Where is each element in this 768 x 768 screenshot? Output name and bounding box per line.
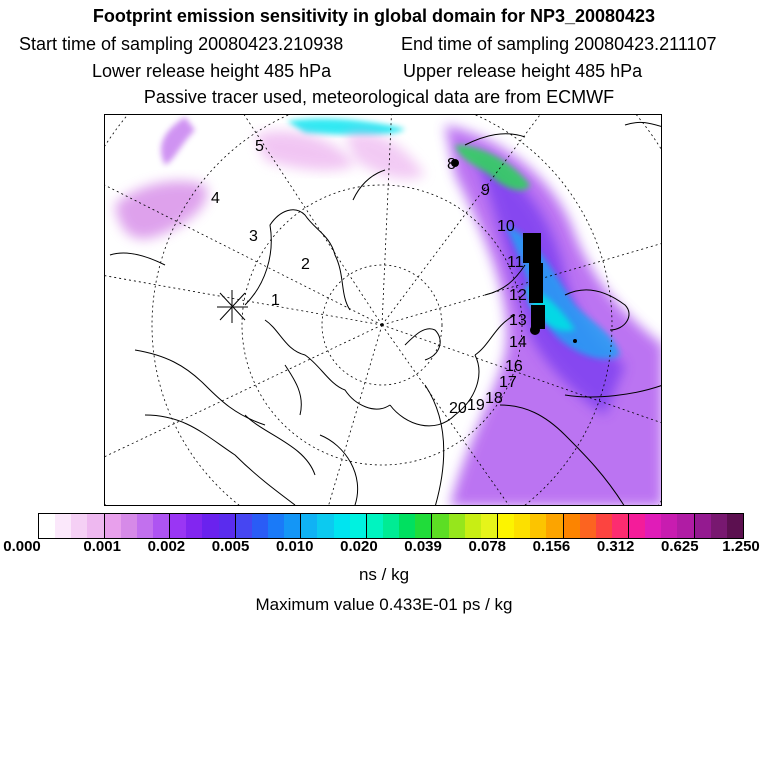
colorbar-tick-label: 0.000 xyxy=(3,538,41,555)
colorbar-segment xyxy=(317,514,333,538)
track-label: 4 xyxy=(211,190,220,207)
colorbar-segment xyxy=(564,514,580,538)
colorbar-segment xyxy=(350,514,367,538)
colorbar-tick-label: 0.625 xyxy=(661,538,699,555)
colorbar-segment xyxy=(55,514,71,538)
colorbar-segment xyxy=(596,514,612,538)
colorbar-segment xyxy=(661,514,677,538)
colorbar-segment xyxy=(465,514,481,538)
colorbar xyxy=(38,513,744,539)
colorbar-segment xyxy=(334,514,350,538)
plot-title: Footprint emission sensitivity in global domain for NP3_20080423 xyxy=(92,6,656,26)
upper-release-label: Upper release height 485 hPa xyxy=(403,61,643,81)
colorbar-segment xyxy=(727,514,743,538)
colorbar-segment xyxy=(580,514,596,538)
track-label: 16 xyxy=(505,358,523,375)
track-label: 17 xyxy=(499,374,517,391)
start-time-label: Start time of sampling 20080423.210938 xyxy=(19,34,344,54)
info-line: Passive tracer used, meteorological data are from ECMWF xyxy=(143,87,615,107)
colorbar-segment xyxy=(711,514,727,538)
colorbar-segment xyxy=(284,514,301,538)
colorbar-tick-label: 0.156 xyxy=(532,538,571,555)
colorbar-segment xyxy=(252,514,268,538)
colorbar-segment xyxy=(530,514,546,538)
colorbar-tick-label: 0.005 xyxy=(211,538,250,555)
track-label: 1 xyxy=(271,292,280,309)
colorbar-tick-label: 0.002 xyxy=(147,538,186,555)
receptor-marker xyxy=(217,290,248,323)
colorbar-segment xyxy=(383,514,399,538)
sensitivity-plume xyxy=(115,117,662,506)
colorbar-segment xyxy=(71,514,87,538)
colorbar-segment xyxy=(105,514,121,538)
colorbar-segment xyxy=(367,514,383,538)
track-label: 19 xyxy=(467,397,485,414)
colorbar-segment xyxy=(153,514,170,538)
colorbar-tick-label: 0.020 xyxy=(340,538,378,555)
track-label: 11 xyxy=(507,254,524,271)
colorbar-segment xyxy=(629,514,645,538)
footprint-map xyxy=(104,114,662,506)
track-label: 5 xyxy=(255,138,264,155)
colorbar-tick-label: 1.250 xyxy=(722,538,760,555)
end-time-label: End time of sampling 20080423.211107 xyxy=(401,34,717,54)
colorbar-segment xyxy=(498,514,514,538)
colorbar-segment xyxy=(137,514,153,538)
colorbar-tick-label: 0.312 xyxy=(596,538,635,555)
track-label: 13 xyxy=(509,312,527,329)
colorbar-segment xyxy=(121,514,137,538)
lower-release-label: Lower release height 485 hPa xyxy=(92,61,332,81)
colorbar-segment xyxy=(186,514,202,538)
colorbar-segment xyxy=(170,514,186,538)
colorbar-segment xyxy=(695,514,711,538)
colorbar-tick-label: 0.010 xyxy=(275,538,314,555)
colorbar-tick-label: 0.078 xyxy=(468,538,507,555)
colorbar-segment xyxy=(645,514,661,538)
colorbar-tick-label: 0.001 xyxy=(83,538,121,555)
colorbar-segment xyxy=(268,514,284,538)
colorbar-segment xyxy=(612,514,629,538)
track-label: 9 xyxy=(481,182,490,199)
max-value-label: Maximum value 0.433E-01 ps / kg xyxy=(255,595,513,614)
colorbar-segment xyxy=(301,514,317,538)
colorbar-segment xyxy=(432,514,448,538)
colorbar-segment xyxy=(677,514,694,538)
colorbar-segment xyxy=(449,514,465,538)
map-canvas xyxy=(105,115,662,506)
colorbar-segment xyxy=(236,514,252,538)
track-label: 20 xyxy=(449,400,467,417)
colorbar-segment xyxy=(219,514,236,538)
track-label: 10 xyxy=(497,218,515,235)
track-label: 18 xyxy=(485,390,503,407)
track-label: 14 xyxy=(509,334,527,351)
track-label: 12 xyxy=(509,287,527,304)
colorbar-segment xyxy=(481,514,498,538)
track-label: 8 xyxy=(447,156,456,173)
colorbar-segment xyxy=(202,514,218,538)
colorbar-segment xyxy=(87,514,104,538)
track-label: 2 xyxy=(301,256,310,273)
colorbar-segment xyxy=(514,514,530,538)
colorbar-segment xyxy=(546,514,563,538)
units-label: ns / kg xyxy=(358,565,410,584)
colorbar-segment xyxy=(39,514,55,538)
colorbar-segment xyxy=(399,514,415,538)
colorbar-segment xyxy=(415,514,432,538)
track-label: 3 xyxy=(249,228,258,245)
colorbar-tick-label: 0.039 xyxy=(404,538,442,555)
